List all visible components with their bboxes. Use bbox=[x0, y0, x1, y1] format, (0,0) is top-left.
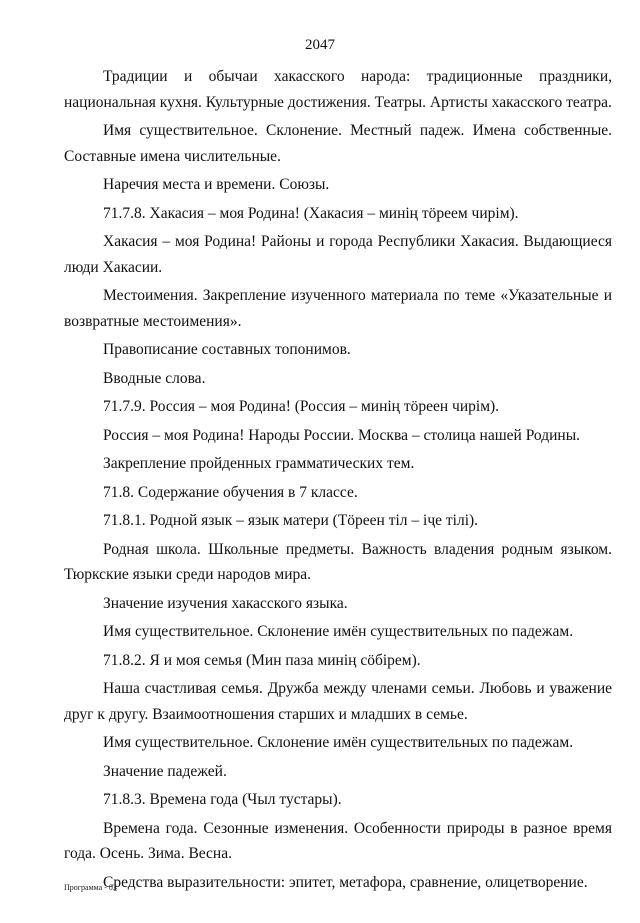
section-heading: 71.7.8. Хакасия – моя Родина! (Хакасия – минiң тӧреем чирiм). bbox=[103, 204, 519, 222]
paragraph: Родная школа. Школьные предметы. Важность владения родным языком. Тюркские языки среди народов мира. bbox=[64, 540, 612, 583]
page-footer: Программа - 03 bbox=[64, 883, 117, 892]
document-body bbox=[64, 64, 612, 898]
paragraph: Хакасия – моя Родина! Районы и города Республики Хакасия. Выдающиеся люди Хакасии. bbox=[64, 233, 612, 276]
paragraph: Россия – моя Родина! Народы России. Москва – столица нашей Родины. bbox=[103, 426, 580, 444]
paragraph: Имя существительное. Склонение. Местный падеж. Имена собственные. Составные имена числительные. bbox=[64, 122, 612, 165]
paragraph: Имя существительное. Склонение имён существительных по падежам. bbox=[103, 623, 574, 640]
section-heading: 71.8.2. Я и моя семья (Мин паза минiң сӧбiрем). bbox=[103, 651, 421, 669]
paragraph: Наша счастливая семья. Дружба между членами семьи. Любовь и уважение друг к другу. Взаимоотношения старших и младших в семье. bbox=[64, 680, 612, 723]
section-heading: 71.8. Содержание обучения в 7 классе. bbox=[103, 483, 358, 501]
page-number: 2047 bbox=[305, 37, 335, 53]
paragraph: Правописание составных топонимов. bbox=[103, 341, 351, 358]
paragraph: Закрепление пройденных грамматических тем. bbox=[103, 455, 415, 472]
paragraph: Средства выразительности: эпитет, метафора, сравнение, олицетворение. bbox=[103, 873, 588, 891]
paragraph: Вводные слова. bbox=[103, 369, 206, 387]
paragraph: Имя существительное. Склонение имён существительных по падежам. bbox=[103, 734, 574, 751]
paragraph: Традиции и обычаи хакасского народа: традиционные праздники, национальная кухня. Культурные достижения. Театры. Артисты хакасского театра. bbox=[64, 68, 612, 111]
paragraph: Времена года. Сезонные изменения. Особенности природы в разное время года. Осень. Зима. Весна. bbox=[64, 819, 612, 862]
paragraph: Местоимения. Закрепление изученного материала по теме «Указательные и возвратные местоимения». bbox=[64, 287, 612, 330]
section-heading: 71.7.9. Россия – моя Родина! (Россия – минiң тӧреен чирiм). bbox=[103, 398, 500, 415]
section-heading: 71.8.3. Времена года (Чыл тустары). bbox=[103, 791, 342, 808]
paragraph: Наречия места и времени. Союзы. bbox=[103, 176, 330, 193]
paragraph: Значение изучения хакасского языка. bbox=[103, 594, 348, 612]
paragraph: Значение падежей. bbox=[103, 762, 227, 780]
section-heading: 71.8.1. Родной язык – язык матери (Тӧреен тiл – iҷе тiлi). bbox=[103, 512, 479, 529]
